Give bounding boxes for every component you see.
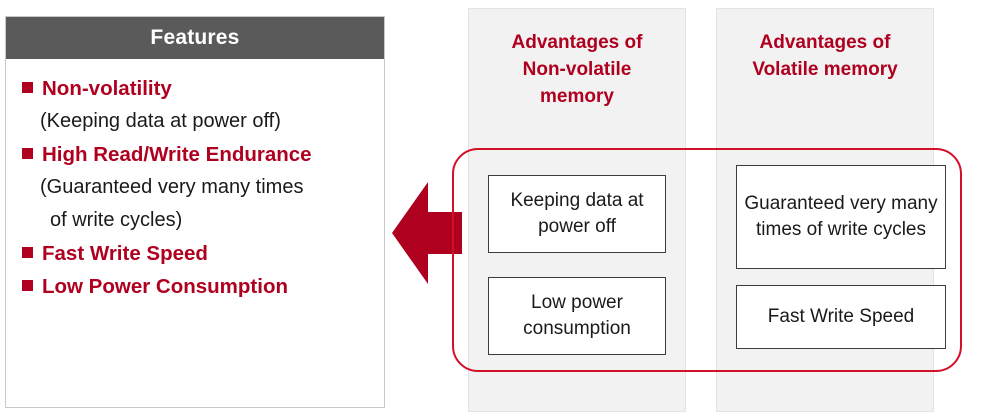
square-bullet-icon [22, 247, 33, 258]
left-arrow-icon [392, 178, 462, 288]
column-title-line: Advantages of [511, 32, 643, 53]
square-bullet-icon [22, 280, 33, 291]
feature-title: Low Power Consumption [42, 275, 288, 298]
list-item [22, 271, 374, 302]
column-title-line: Non-volatile [522, 59, 632, 80]
square-bullet-icon [22, 82, 33, 93]
features-panel-header: Features [6, 17, 384, 59]
feature-title: Fast Write Speed [42, 242, 208, 265]
advantage-box: Guaranteed very many times of write cycles [736, 165, 946, 269]
features-panel [5, 16, 385, 408]
list-item [22, 73, 374, 104]
column-title [469, 9, 685, 110]
feature-title: Non-volatility [42, 77, 172, 100]
square-bullet-icon [22, 148, 33, 159]
column-title-line: memory [540, 86, 614, 107]
column-title-line: Advantages of [759, 32, 891, 53]
feature-note: (Guaranteed very many times [40, 176, 304, 198]
list-item [22, 238, 374, 269]
column-title [717, 9, 933, 83]
feature-note-continued: of write cycles) [50, 209, 183, 231]
advantage-box: Fast Write Speed [736, 285, 946, 349]
column-title-line: Volatile memory [752, 59, 898, 80]
feature-note: (Keeping data at power off) [40, 110, 281, 132]
feature-title: High Read/Write Endurance [42, 143, 312, 166]
advantage-box: Low power consumption [488, 277, 666, 355]
list-item [22, 139, 374, 170]
features-list [6, 59, 384, 302]
advantage-box: Keeping data at power off [488, 175, 666, 253]
